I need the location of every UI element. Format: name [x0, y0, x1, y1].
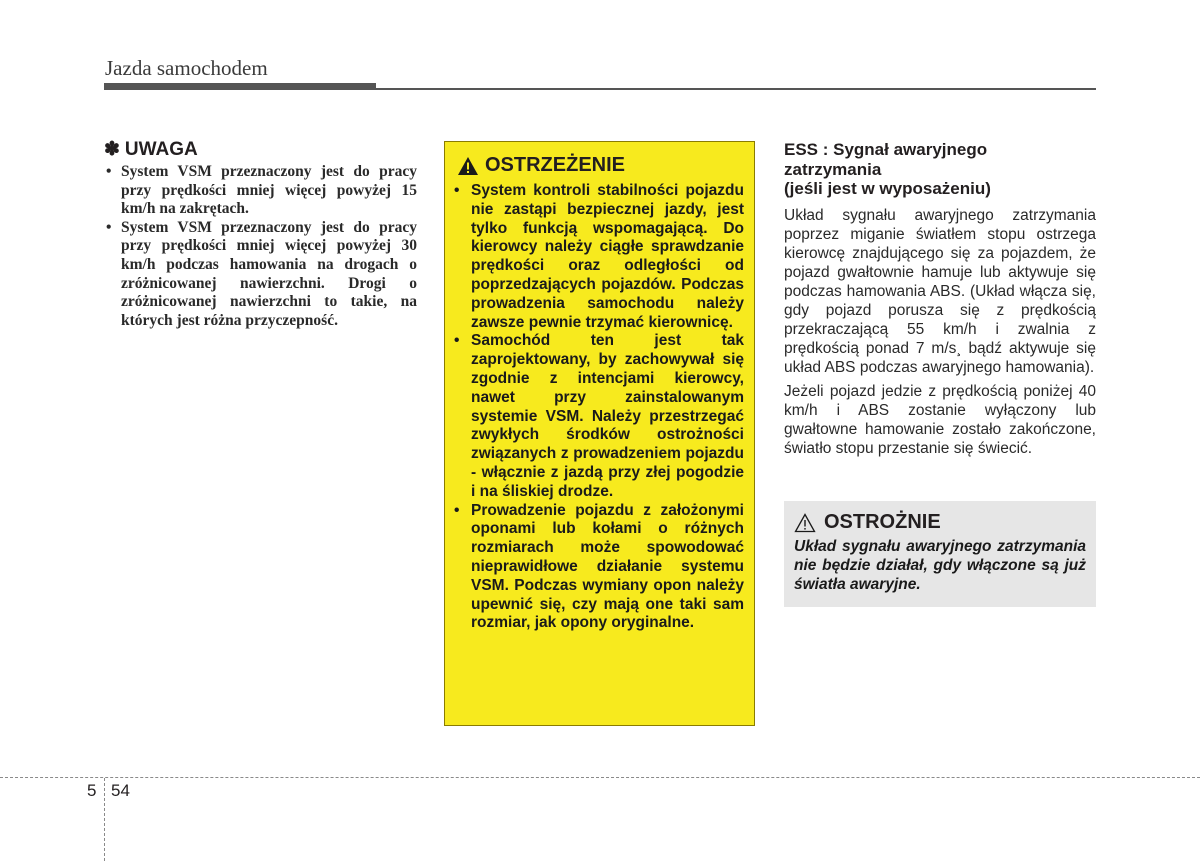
warning-heading: [454, 154, 744, 177]
warning-triangle-icon: [457, 156, 479, 176]
warning-list: [454, 182, 744, 633]
caution-title: OSTROŻNIE: [824, 511, 941, 533]
warning-title: OSTRZEŻENIE: [485, 154, 626, 176]
ess-heading-line: zatrzymania: [784, 159, 882, 179]
chapter-number: 5: [87, 781, 97, 800]
caution-box: [784, 501, 1096, 607]
footer-vertical-divider: [104, 778, 105, 861]
list-item: • System VSM przeznaczony jest do pracy przy prędkości mniej więcej powyżej 30 km/h podczas hamowania na drogach o zróżnicowanej nawierzchni. Drogi o zróżnicowanej nawierzchni to takie, na których jest różna przyczepność.: [104, 219, 417, 331]
ess-heading-line: ESS : Sygnał awaryjnego: [784, 140, 988, 159]
ess-heading-line: (jeśli jest w wyposażeniu): [784, 179, 991, 198]
header-rule-thick: [104, 83, 376, 90]
ess-paragraph: Jeżeli pojazd jedzie z prędkością poniżej 40 km/h i ABS zostanie wyłączony lub gwałtowne hamowanie zostało zakończone, światło stopu przestanie się świecić.: [784, 382, 1096, 457]
list-item: • Prowadzenie pojazdu z założonymi oponami lub kołami o różnych rozmiarach może spowodować nieprawidłowe działanie systemu VSM. Podczas wymiany opon należy upewnić się, czy mają one taki sam rozmiar, jak opony oryginalne.: [454, 502, 744, 634]
note-list: [104, 163, 417, 330]
warning-box: [444, 141, 755, 726]
note-section: [104, 138, 417, 330]
list-item: • System kontroli stabilności pojazdu nie zastąpi bezpiecznej jazdy, jest tylko funkcją wspomagającą. Do kierowcy należy ciągłe sprawdzanie prędkości oraz odległości od poprzedzających pojazdów. Podczas prowadzenia samochodu należy zawsze pewnie trzymać kierownicę.: [454, 182, 744, 332]
ess-heading: [784, 140, 1096, 199]
page-number: 54: [111, 781, 130, 800]
note-heading: [104, 138, 417, 161]
footer-divider: [0, 777, 1200, 778]
note-title: UWAGA: [124, 138, 198, 160]
ess-section: [784, 140, 1096, 463]
list-item: • Samochód ten jest tak zaprojektowany, by zachowywał się zgodnie z intencjami kierowcy, nawet przy zainstalowanym systemie VSM. Należy przestrzegać zwykłych środków ostrożności związanych z prowadzeniem pojazdu - włącznie z jazdą przy złej pogodzie i na śliskiej drodze.: [454, 332, 744, 501]
section-title: Jazda samochodem: [105, 56, 268, 80]
caution-text: Układ sygnału awaryjnego zatrzymania nie będzie działał, gdy włączone są już światła awaryjne.: [794, 538, 1086, 593]
header-rule-thin: [376, 88, 1096, 90]
ess-paragraph: Układ sygnału awaryjnego zatrzymania poprzez miganie światłem stopu ostrzega kierowcę znajdującego się za pojazdem, że pojazd gwałtownie hamuje lub aktywuje się podczas hamowania ABS. (Układ włącza się, gdy pojazd porusza się z prędkością przekraczającą 55 km/h i zwalnia z prędkością ponad 7 m/s¸ bądź aktywuje się układ ABS podczas awaryjnego hamowania).: [784, 206, 1096, 376]
caution-heading: [794, 511, 1086, 534]
asterisk-icon: ✽: [104, 139, 120, 160]
list-item: • System VSM przeznaczony jest do pracy przy prędkości mniej więcej powyżej 15 km/h na zakrętach.: [104, 163, 417, 219]
caution-triangle-icon: [794, 513, 816, 533]
